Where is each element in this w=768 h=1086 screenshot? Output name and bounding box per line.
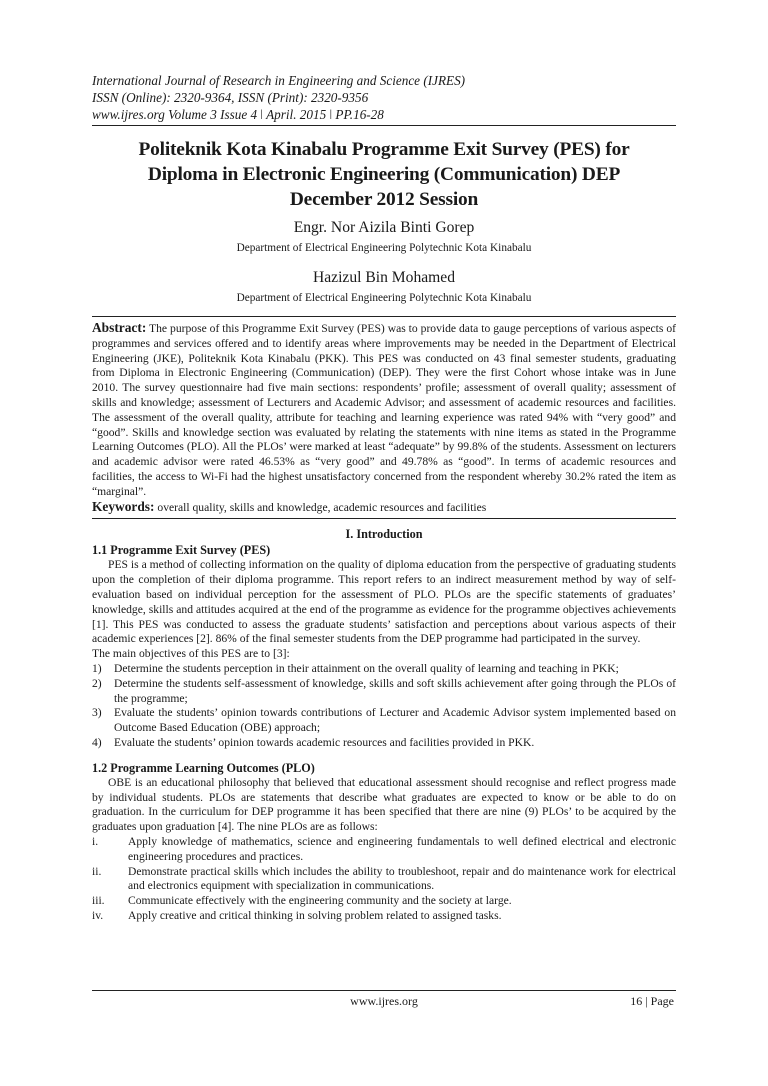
list-item	[92, 736, 676, 751]
list-item	[92, 909, 676, 924]
page-footer	[92, 990, 676, 1009]
keywords-rule	[92, 518, 676, 519]
list-text: Determine the students perception in their attainment on the overall quality of learning and teaching in PKK;	[114, 661, 619, 675]
list-text: Apply creative and critical thinking in solving problem related to assigned tasks.	[128, 908, 502, 922]
abstract	[92, 321, 676, 500]
list-marker: ii.	[92, 864, 102, 878]
plo-list	[92, 835, 676, 924]
author-name: Hazizul Bin Mohamed	[312, 269, 456, 286]
list-item	[92, 894, 676, 909]
list-item	[92, 865, 676, 895]
subsection-heading: 1.2 Programme Learning Outcomes (PLO)	[92, 760, 315, 775]
objectives-list	[92, 662, 676, 751]
subsection-heading: 1.1 Programme Exit Survey (PES)	[92, 543, 271, 558]
title-line-1: Politeknik Kota Kinabalu Programme Exit Survey (PES) for	[138, 139, 630, 160]
paper-title	[92, 137, 676, 212]
footer-page-number: 16 | Page	[630, 994, 674, 1008]
title-line-2: Diploma in Electronic Engineering (Communication) DEP	[147, 164, 621, 185]
list-text: Evaluate the students’ opinion towards academic resources and facilities provided in PKK.	[114, 735, 535, 749]
list-marker: iii.	[92, 894, 105, 908]
body-paragraph: OBE is an educational philosophy that believed that educational assessment should recognise and reflect progress made by individual students. PLOs are statements that describe what graduates are expected to know or be able to do on graduation. In the curriculum for DEP programme it has been specified that there are nine (9) PLOs’ to be acquired by the graduates upon graduation [4]. The nine PLOs are as follows:	[92, 775, 676, 834]
list-item	[92, 662, 676, 677]
title-line-3: December 2012 Session	[289, 189, 479, 210]
journal-volume: www.ijres.org Volume 3 Issue 4 ǀ April. 2015 ǀ PP.16-28	[92, 107, 384, 122]
abstract-label: Abstract:	[92, 320, 147, 335]
keywords-label: Keywords:	[92, 498, 155, 514]
header-rule	[92, 125, 676, 126]
list-marker: 4)	[92, 735, 102, 749]
list-marker: 3)	[92, 706, 102, 720]
journal-issn: ISSN (Online): 2320-9364, ISSN (Print): 2320-9356	[92, 90, 369, 105]
list-item	[92, 706, 676, 736]
footer-site: www.ijres.org	[350, 994, 418, 1008]
journal-header	[92, 72, 676, 123]
list-marker: 2)	[92, 676, 102, 690]
list-text: Demonstrate practical skills which includes the ability to troubleshoot, repair and do maintenance work for electrical and electronics equipment with specialization in communications.	[128, 864, 676, 893]
paper-page	[92, 72, 676, 924]
list-text: Determine the students self-assessment of knowledge, skills and soft skills achievement after going through the PLOs of the programme;	[114, 676, 676, 705]
objectives-intro: The main objectives of this PES are to [3]:	[92, 647, 290, 661]
section-heading: I. Introduction	[345, 527, 423, 542]
list-marker: i.	[92, 834, 99, 848]
author-name: Engr. Nor Aizila Binti Gorep	[293, 219, 475, 236]
list-text: Apply knowledge of mathematics, science and engineering fundamentals to well defined electrical and electronic engineering procedures and practices.	[128, 834, 676, 863]
author-affiliation: Department of Electrical Engineering Polytechnic Kota Kinabalu	[236, 292, 532, 304]
body-paragraph: PES is a method of collecting information on the quality of diploma education from the perspective of graduating students upon the completion of their diploma programme. This report refers to an indirect measurement method by way of self-evaluation based on individual perception for the assessment of PLO. PLOs are the specific statements of graduates’ knowledge, skills and attitudes acquired at the end of the programme as evidence for the programme objectives achievements [1]. This PES was conducted to assess the graduate students’ satisfaction and perceptions about various aspects of their academic experiences [2]. 86% of the final semester students from the DEP programme had participated in the survey.	[92, 558, 676, 646]
keywords-text: overall quality, skills and knowledge, academic resources and facilities	[157, 500, 487, 514]
list-marker: 1)	[92, 661, 102, 675]
list-item	[92, 677, 676, 707]
abstract-text: The purpose of this Programme Exit Survey (PES) was to provide data to gauge perceptions of various aspects of programmes and services offered and to identify areas where improvements may be needed in the Department of Electrical Engineering (JKE), Politeknik Kota Kinabalu (PKK). This PES was conducted on 43 final semester students, graduating from Diploma in Electronic Engineering (Communication) (DEP). They were the first Cohort whose intake was in June 2010. The survey questionnaire had five main sections: respondents’ profile; assessment of overall quality; assessment of skills and knowledge; assessment of Lecturers and Academic Advisor; and assessment of academic resources and facilities. The assessment of the overall quality, attribute for teaching and learning experience was rated 94% with “very good” and “good”. Skills and knowledge section was evaluated by relating the statements with nine items as stated in the Programme Learning Outcomes (PLO). All the PLOs’ were marked at least “adequate” by 99.8% of the students. Assessment on lecturers and academic advisor were rated 46.53% as “very good” and 49.78% as “good”. In terms of academic resources and facilities, the access to Wi-Fi had the highest unsatisfactory concerned from the respondent whereby 30.2% rated the item as “marginal”.	[92, 322, 676, 498]
abstract-rule	[92, 316, 676, 317]
list-text: Evaluate the students’ opinion towards contributions of Lecturer and Academic Advisor system implemented based on Outcome Based Education (OBE) approach;	[114, 706, 676, 735]
list-item	[92, 835, 676, 865]
keywords	[92, 500, 676, 516]
list-marker: iv.	[92, 908, 104, 922]
journal-name: International Journal of Research in Engineering and Science (IJRES)	[92, 73, 466, 88]
author-affiliation: Department of Electrical Engineering Polytechnic Kota Kinabalu	[236, 242, 532, 254]
list-text: Communicate effectively with the engineering community and the society at large.	[128, 894, 512, 908]
